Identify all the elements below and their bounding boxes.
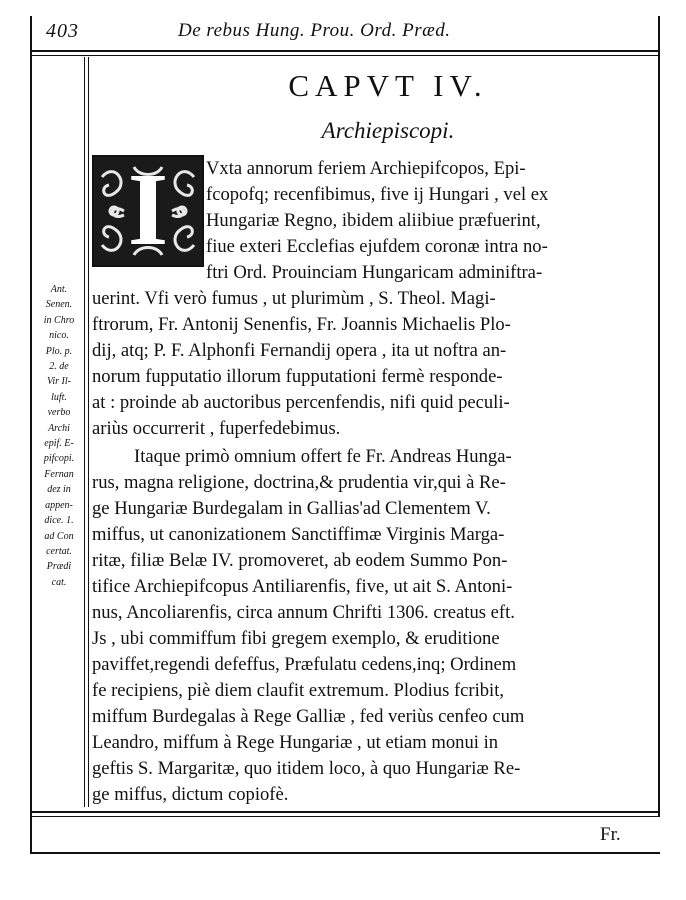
text-line: at : proinde ab auctoribus percenfendis, nifi quid peculi- [92, 392, 510, 413]
margin-note-line: Ant. [50, 284, 68, 295]
text-line: nus, Ancoliarenfis, circa annum Chrifti 1306. creatus eft. [92, 602, 515, 623]
margin-note-line: appen- [45, 499, 73, 511]
text-line: fe recipiens, piè diem claufit extremum. Plodius fcribit, [92, 680, 505, 701]
margin-note-line: Prædi [46, 561, 72, 573]
margin-note-line: Senen. [45, 299, 73, 311]
margin-note-line: dez in [47, 484, 71, 496]
text-line: uerint. Vfi verò fumus , ut plurimùm , S. Theol. Magi- [92, 288, 496, 309]
text-line: ge Hungariæ Burdegalam in Gallias'ad Clementem V. [92, 498, 491, 519]
text-line: tifice Archiepifcopus Antiliarenfis, five, ut ait S. Antoni- [92, 576, 513, 597]
margin-note-line: verbo [47, 407, 71, 419]
margin-note-line: cat. [51, 576, 67, 588]
bottom-rule-thin [30, 816, 660, 817]
margin-note-line: 2. de [49, 361, 69, 373]
text-line: miffus, ut canonizationem Sanctiffimæ Virginis Marga- [92, 524, 505, 545]
text-line: ftrorum, Fr. Antonij Senenfis, Fr. Joannis Michaelis Plo- [92, 314, 511, 335]
margin-note-line: pifcopi. [43, 453, 75, 465]
text-line: ritæ, filiæ Belæ IV. promoveret, ab eodem Summo Pon- [92, 550, 508, 571]
text-line: Vxta annorum feriem Archiepifcopos, Epi- [206, 158, 526, 179]
text-line: miffum Burdegalas à Rege Galliæ , fed veriùs cenfeo cum [92, 706, 525, 727]
margin-note-line: in Chro [43, 314, 75, 326]
running-head: De rebus Hung. Prou. Ord. Præd. [178, 20, 451, 41]
chapter-title: CAPVT IV. [288, 68, 488, 103]
margin-note-line: certat. [46, 545, 72, 557]
text-line: Leandro, miffum à Rege Hungariæ , ut etiam monui in [92, 732, 499, 753]
section-title: Archiepiscopi. [321, 118, 455, 143]
drop-cap-letter: I [127, 155, 169, 267]
catchword: Fr. [600, 824, 621, 845]
text-line: norum fupputatio illorum fupputationi fermè responde- [92, 366, 503, 387]
text-line: rus, magna religione, doctrina,& prudentia vir,qui à Re- [92, 472, 506, 493]
text-line: paviffet,regendi defeffus, Præfulatu cedens,inq; Ordinem [92, 654, 517, 675]
margin-note-line: Vir Il- [47, 376, 71, 388]
text-line: fcopofq; recenfibimus, five ij Hungari , vel ex [206, 184, 549, 205]
margin-note-line: nico. [49, 330, 69, 342]
margin-note-line: Archi [48, 422, 70, 434]
margin-note-line: Plo. p. [45, 345, 73, 357]
margin-note-line: ad Con [44, 530, 74, 542]
text-line: ariùs occurrerit , fuperfedebimus. [92, 418, 341, 439]
margin-note-line: luft. [51, 391, 67, 403]
margin-note [36, 282, 82, 590]
bottom-rule [30, 811, 660, 813]
text-line: fiue exteri Ecclefias ejufdem coronæ intra no- [206, 236, 548, 257]
text-line: Itaque primò omnium offert fe Fr. Andreas Hunga- [134, 446, 512, 467]
text-line: Hungariæ Regno, ibidem aliibiue præfuerint, [206, 210, 541, 231]
margin-rule-inner [88, 57, 89, 807]
page-number: 403 [46, 20, 79, 42]
decorated-initial [92, 155, 204, 267]
margin-note-line: dice. 1. [44, 515, 74, 527]
text-line: ge miffus, dictum copiofè. [92, 784, 289, 805]
margin-rule [84, 57, 85, 807]
header-rule-thin [30, 55, 660, 56]
margin-note-line: Fernan [44, 468, 74, 480]
text-line: ftri Ord. Prouinciam Hungaricam adminiftra- [206, 262, 543, 283]
text-line: dij, atq; P. F. Alphonfi Fernandij opera , ita ut noftra an- [92, 340, 507, 361]
text-line: geftis S. Margaritæ, quo itidem loco, à quo Hungariæ Re- [92, 758, 521, 779]
margin-note-line: epif. E- [44, 438, 74, 450]
header-rule [30, 50, 660, 52]
footer-rule [30, 852, 660, 854]
text-line: Js , ubi commiffum fibi gregem exemplo, & eruditione [92, 628, 500, 649]
